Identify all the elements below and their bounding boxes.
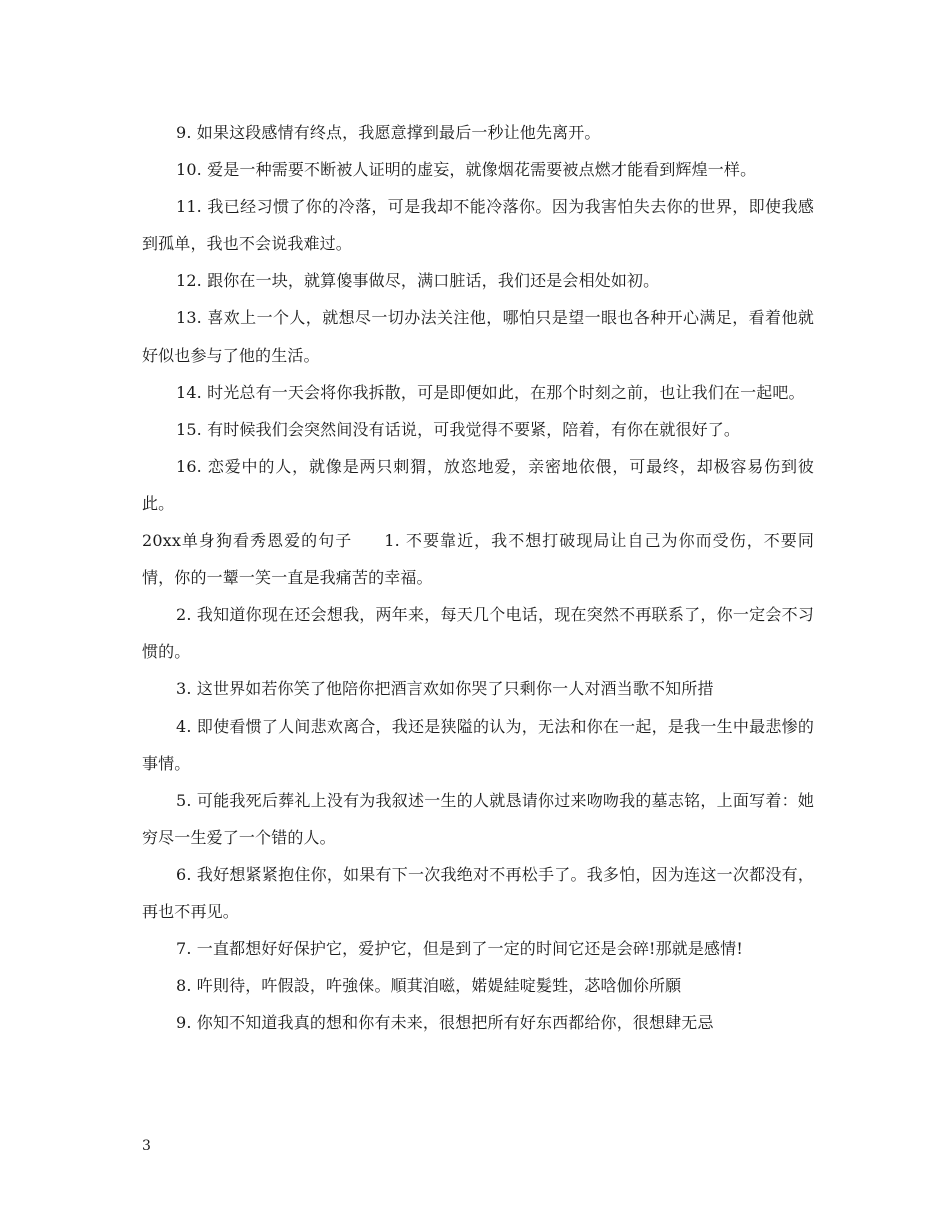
- list-item-8: 8. 吘則待，吘假設，吘強俫。順萁洎嗞，婼媞絓啶髮甡，苾唅伽伱所願: [176, 976, 682, 996]
- paragraph-item-14: 14. 时光总有一天会将你我拆散，可是即便如此，在那个时刻之前，也让我们在一起吧。: [176, 382, 805, 402]
- section-heading: 20xx单身狗看秀恩爱的句子: [142, 531, 353, 551]
- paragraph-item-9: 9. 如果这段感情有终点，我愿意撑到最后一秒让他先离开。: [176, 123, 601, 142]
- paragraph-item-10: 10. 爱是一种需要不断被人证明的虚妄，就像烟花需要被点燃才能看到辉煌一样。: [176, 160, 757, 180]
- paragraph-item-15: 15. 有时候我们会突然间没有话说，可我觉得不要紧，陪着，有你在就很好了。: [176, 419, 741, 439]
- list-item-3: 3. 这世界如若你笑了他陪你把酒言欢如你哭了只剩你一人对酒当歌不知所措: [176, 679, 714, 699]
- list-item-5: 5. 可能我死后葬礼上没有为我叙述一生的人就恳请你过来吻吻我的墓志铭，上面写着：她穷尽一生爱了一个错的人。: [142, 790, 814, 847]
- list-item-7: 7. 一直都想好好保护它，爱护它，但是到了一定的时间它还是会碎!那就是感情!: [176, 939, 743, 959]
- paragraph-item-11: 11. 我已经习惯了你的冷落，可是我却不能冷落你。因为我害怕失去你的世界，即使我感到孤单，我也不会说我难过。: [142, 197, 814, 254]
- paragraph-item-16: 16. 恋爱中的人，就像是两只刺猬，放恣地爱，亲密地依偎，可最终，却极容易伤到彼此。: [142, 456, 814, 513]
- list-item-2: 2. 我知道你现在还会想我，两年来，每天几个电话，现在突然不再联系了，你一定会不习惯的。: [142, 605, 814, 662]
- section-paragraph: [142, 522, 814, 596]
- page-number: 3: [142, 1138, 151, 1154]
- paragraph-item-12: 12. 跟你在一块，就算傻事做尽，满口脏话，我们还是会相处如初。: [176, 271, 660, 291]
- list-item-4: 4. 即使看惯了人间悲欢离合，我还是狭隘的认为，无法和你在一起，是我一生中最悲惨的事情。: [142, 716, 814, 773]
- list-item-6: 6. 我好想紧紧抱住你，如果有下一次我绝对不再松手了。我多怕，因为连这一次都没有，再也不再见。: [142, 864, 814, 921]
- paragraph-item-13: 13. 喜欢上一个人，就想尽一切办法关注他，哪怕只是望一眼也各种开心满足，看着他就好似也参与了他的生活。: [142, 308, 814, 365]
- section-first-item: 1. 不要靠近，我不想打破现局让自己为你而受伤，不要同情，你的一颦一笑一直是我痛苦的幸福。: [142, 531, 814, 588]
- list-item-9: 9. 你知不知道我真的想和你有未来，很想把所有好东西都给你，很想肆无忌: [176, 1013, 714, 1033]
- body-text: [142, 114, 814, 1041]
